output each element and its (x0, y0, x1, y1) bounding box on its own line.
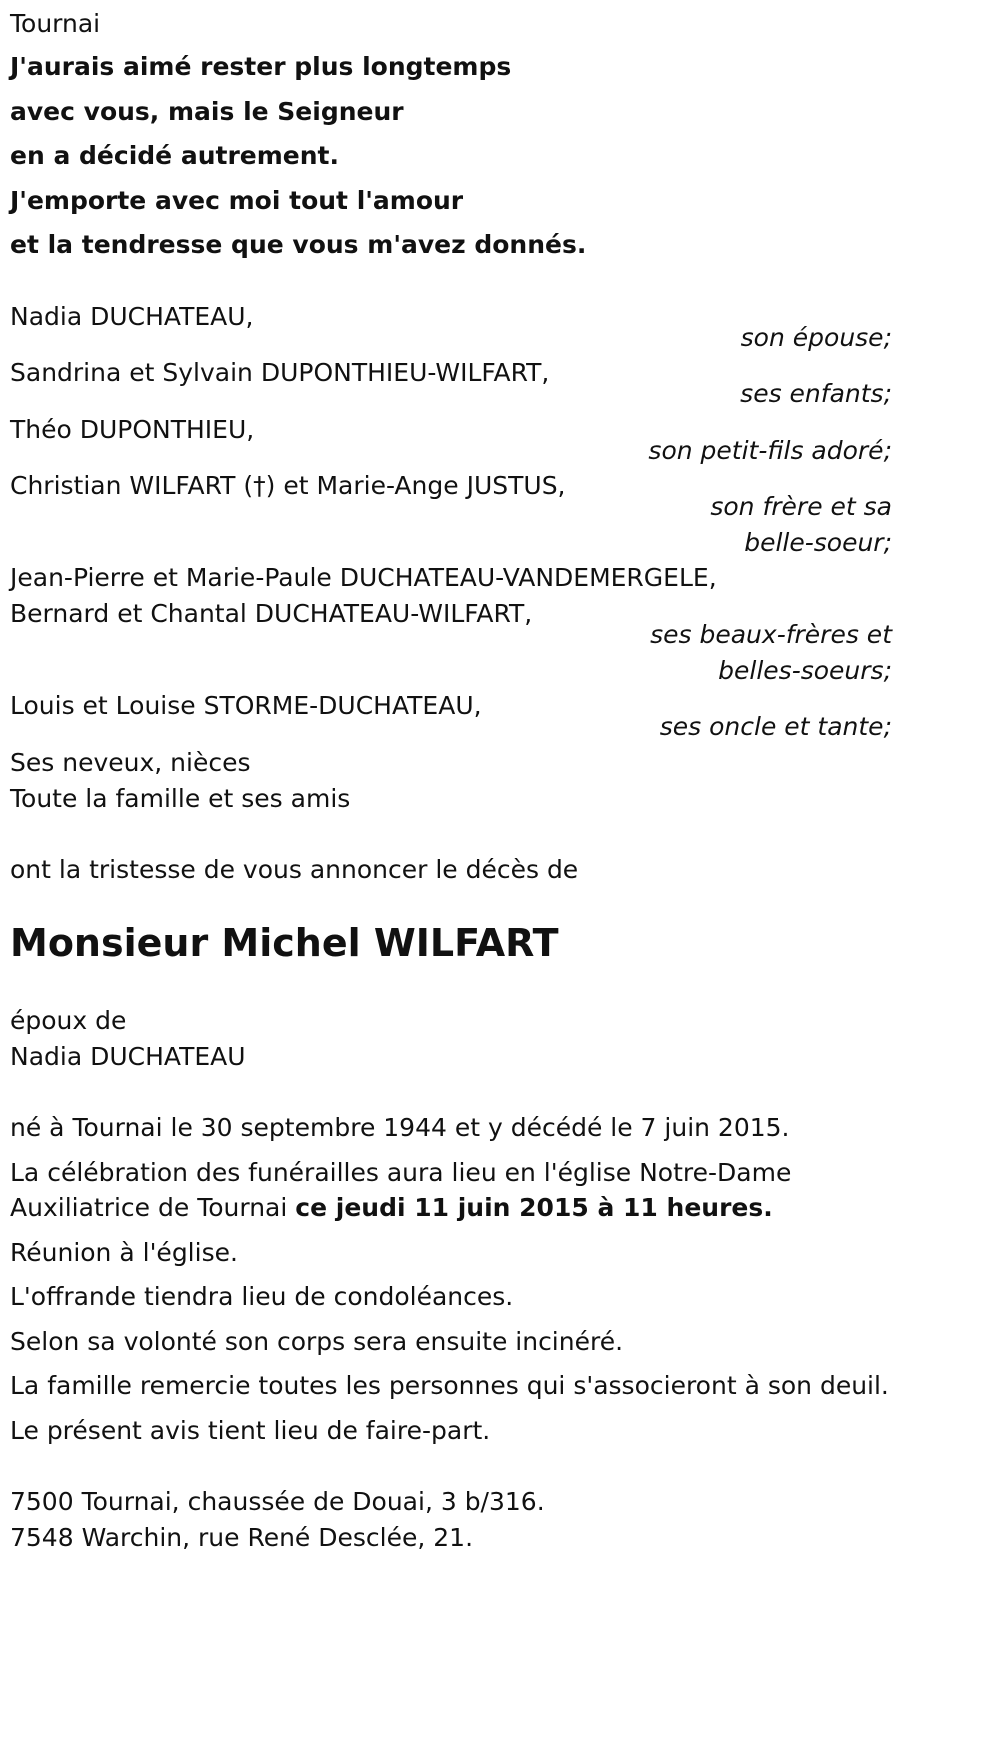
detail-line: L'offrande tiendra lieu de condoléances. (10, 1282, 514, 1311)
spouse-name: Nadia DUCHATEAU (10, 1042, 246, 1071)
city-label: Tournai (10, 9, 101, 38)
family-names: Ses neveux, nièces (10, 748, 251, 777)
family-names: Louis et Louise STORME-DUCHATEAU, (10, 691, 482, 720)
family-names: Bernard et Chantal DUCHATEAU-WILFART, (10, 599, 533, 628)
ceremony-place: Auxiliatrice de Tournai (10, 1193, 296, 1222)
family-names: Nadia DUCHATEAU, (10, 302, 254, 331)
family-relation: ses beaux-frères et (650, 620, 892, 649)
detail-line: Le présent avis tient lieu de faire-part. (10, 1416, 491, 1445)
family-relation: son frère et sa (710, 492, 892, 521)
birth-death-text: né à Tournai le 30 septembre 1944 et y décédé le 7 juin 2015. (10, 1113, 790, 1142)
poem-line: J'emporte avec moi tout l'amour (10, 186, 464, 215)
ceremony-line-1: La célébration des funérailles aura lieu en l'église Notre-Dame (10, 1158, 792, 1187)
poem-line: en a décidé autrement. (10, 141, 339, 170)
detail-line: Réunion à l'église. (10, 1238, 238, 1267)
poem-line: et la tendresse que vous m'avez donnés. (10, 230, 587, 259)
announcement-text: ont la tristesse de vous annoncer le décès de (10, 855, 579, 884)
family-relation: belles-soeurs; (718, 656, 892, 685)
deceased-name: Monsieur Michel WILFART (10, 921, 559, 965)
family-names: Toute la famille et ses amis (10, 784, 351, 813)
ceremony-line-2 (10, 1192, 773, 1224)
family-names: Christian WILFART (†) et Marie-Ange JUSTUS, (10, 471, 566, 500)
family-relation: belle-soeur; (744, 528, 892, 557)
family-relation: ses enfants; (740, 379, 892, 408)
detail-line: Selon sa volonté son corps sera ensuite incinéré. (10, 1327, 624, 1356)
poem-line: J'aurais aimé rester plus longtemps (10, 52, 512, 81)
family-relation: son petit-fils adoré; (648, 436, 892, 465)
poem-line: avec vous, mais le Seigneur (10, 97, 404, 126)
family-relation: son épouse; (740, 323, 892, 352)
family-names: Sandrina et Sylvain DUPONTHIEU-WILFART, (10, 358, 550, 387)
detail-line: La famille remercie toutes les personnes qui s'associeront à son deuil. (10, 1371, 889, 1400)
family-names: Théo DUPONTHIEU, (10, 415, 255, 444)
ceremony-datetime: ce jeudi 11 juin 2015 à 11 heures. (295, 1193, 773, 1222)
address-line: 7500 Tournai, chaussée de Douai, 3 b/316. (10, 1487, 545, 1516)
spouse-intro: époux de (10, 1006, 127, 1035)
family-names: Jean-Pierre et Marie-Paule DUCHATEAU-VANDEMERGELE, (10, 563, 717, 592)
address-line: 7548 Warchin, rue René Desclée, 21. (10, 1523, 474, 1552)
family-relation: ses oncle et tante; (659, 712, 892, 741)
